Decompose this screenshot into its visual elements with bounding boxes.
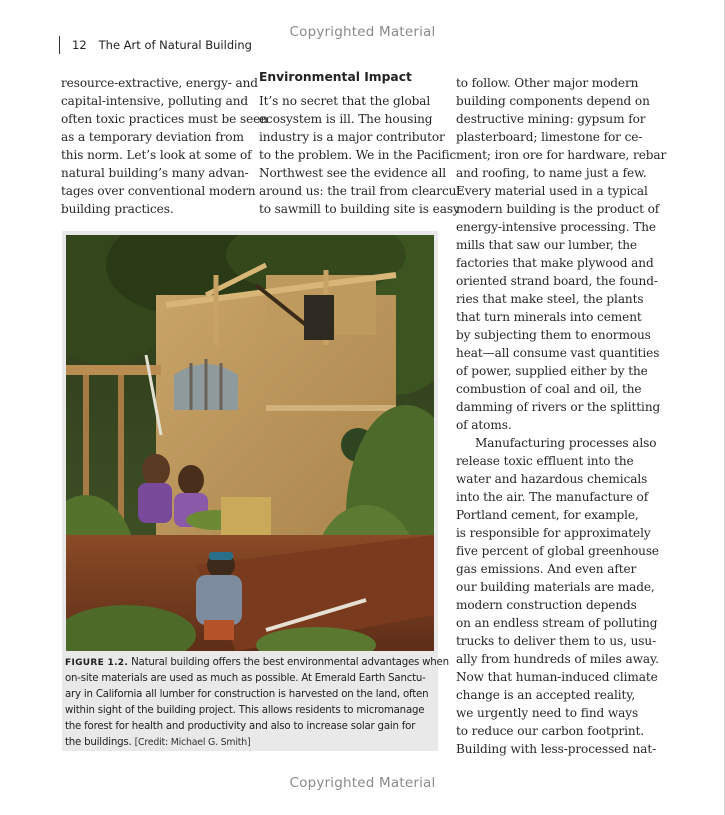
caption-line: ary in California all lumber for construction is harvested on the land, often [65, 689, 429, 700]
text-line: natural building’s many advan- [61, 166, 249, 180]
text-line: ries that make steel, the plants [456, 292, 644, 306]
text-line: modern construction depends [456, 598, 637, 612]
text-line: destructive mining: gypsum for [456, 112, 646, 126]
text-line: combustion of coal and oil, the [456, 382, 642, 396]
text-line: plasterboard; limestone for ce- [456, 130, 643, 144]
photo-credit: [Credit: Michael G. Smith] [134, 737, 251, 748]
text-line: ment; iron ore for hardware, rebar [456, 148, 667, 162]
text-line: around us: the trail from clearcut [259, 184, 462, 198]
watermark-bottom: Copyrighted Material [289, 775, 436, 791]
text-line: building practices. [61, 202, 174, 216]
figure-label: FIGURE 1.2. [65, 658, 129, 668]
text-line: of atoms. [456, 418, 512, 432]
text-line: energy-intensive processing. The [456, 220, 656, 234]
text-line: to reduce our carbon footprint. [456, 724, 645, 738]
caption-line: within sight of the building project. This allows residents to micromanage [65, 705, 425, 716]
text-line: often toxic practices must be seen [61, 112, 268, 126]
text-column-1 [61, 74, 268, 218]
text-line: water and hazardous chemicals [456, 472, 648, 486]
text-line: to the problem. We in the Pacific [259, 148, 457, 162]
page-number: 12 [72, 38, 87, 52]
book-title: The Art of Natural Building [98, 38, 252, 52]
caption-line [65, 735, 437, 751]
text-line: into the air. The manufacture of [456, 490, 649, 504]
text-line: building components depend on [456, 94, 650, 108]
text-line: Portland cement, for example, [456, 508, 639, 522]
text-line: trucks to deliver them to us, usu- [456, 634, 657, 648]
text-column-3 [456, 74, 667, 758]
text-line: this norm. Let’s look at some of [61, 148, 252, 162]
text-line: ally from hundreds of miles away. [456, 652, 659, 666]
figure-1-2 [62, 231, 449, 751]
text-line: to sawmill to building site is easy [259, 202, 460, 216]
caption-line: on-site materials are used as much as possible. At Emerald Earth Sanctu- [65, 673, 426, 684]
text-line: to follow. Other major modern [456, 76, 639, 90]
text-line: we urgently need to find ways [456, 706, 639, 720]
text-line: by subjecting them to enormous [456, 328, 651, 342]
text-line: resource-extractive, energy- and [61, 76, 258, 90]
caption-text: Natural building offers the best environmental advantages when [131, 657, 449, 668]
running-header [59, 36, 252, 54]
caption-text: the buildings. [65, 737, 132, 748]
text-line: Northwest see the evidence all [259, 166, 446, 180]
text-line: tages over conventional modern [61, 184, 256, 198]
text-line: factories that make plywood and [456, 256, 654, 270]
caption-line [65, 655, 449, 671]
text-line: is responsible for approximately [456, 526, 651, 540]
building-photo [66, 235, 434, 651]
watermark-top: Copyrighted Material [289, 24, 436, 40]
text-column-2 [259, 92, 462, 218]
section-heading: Environmental Impact [259, 70, 412, 84]
figure-caption [65, 655, 449, 751]
text-line: five percent of global greenhouse [456, 544, 659, 558]
text-line: modern building is the product of [456, 202, 660, 216]
text-line: It’s no secret that the global [259, 94, 431, 108]
text-line: release toxic effluent into the [456, 454, 634, 468]
text-line: Now that human-induced climate [456, 670, 658, 684]
text-line: industry is a major contributor [259, 130, 445, 144]
text-line: Building with less-processed nat- [456, 742, 657, 756]
text-line: of power, supplied either by the [456, 364, 648, 378]
text-line: that turn minerals into cement [456, 310, 642, 324]
caption-line: the forest for health and productivity and also to increase solar gain for [65, 721, 416, 732]
text-line: Every material used in a typical [456, 184, 648, 198]
text-line: damming of rivers or the splitting [456, 400, 661, 414]
text-line: gas emissions. And even after [456, 562, 637, 576]
text-line: Manufacturing processes also [475, 436, 657, 450]
text-line: mills that saw our lumber, the [456, 238, 637, 252]
text-line: oriented strand board, the found- [456, 274, 658, 288]
header-rule [59, 36, 60, 54]
text-line: and roofing, to name just a few. [456, 166, 647, 180]
text-line: ecosystem is ill. The housing [259, 112, 433, 126]
text-line: change is an accepted reality, [456, 688, 636, 702]
text-line: heat—all consume vast quantities [456, 346, 660, 360]
text-line: as a temporary deviation from [61, 130, 244, 144]
text-line: capital-intensive, polluting and [61, 94, 249, 108]
text-line: on an endless stream of polluting [456, 616, 658, 630]
text-line: our building materials are made, [456, 580, 655, 594]
